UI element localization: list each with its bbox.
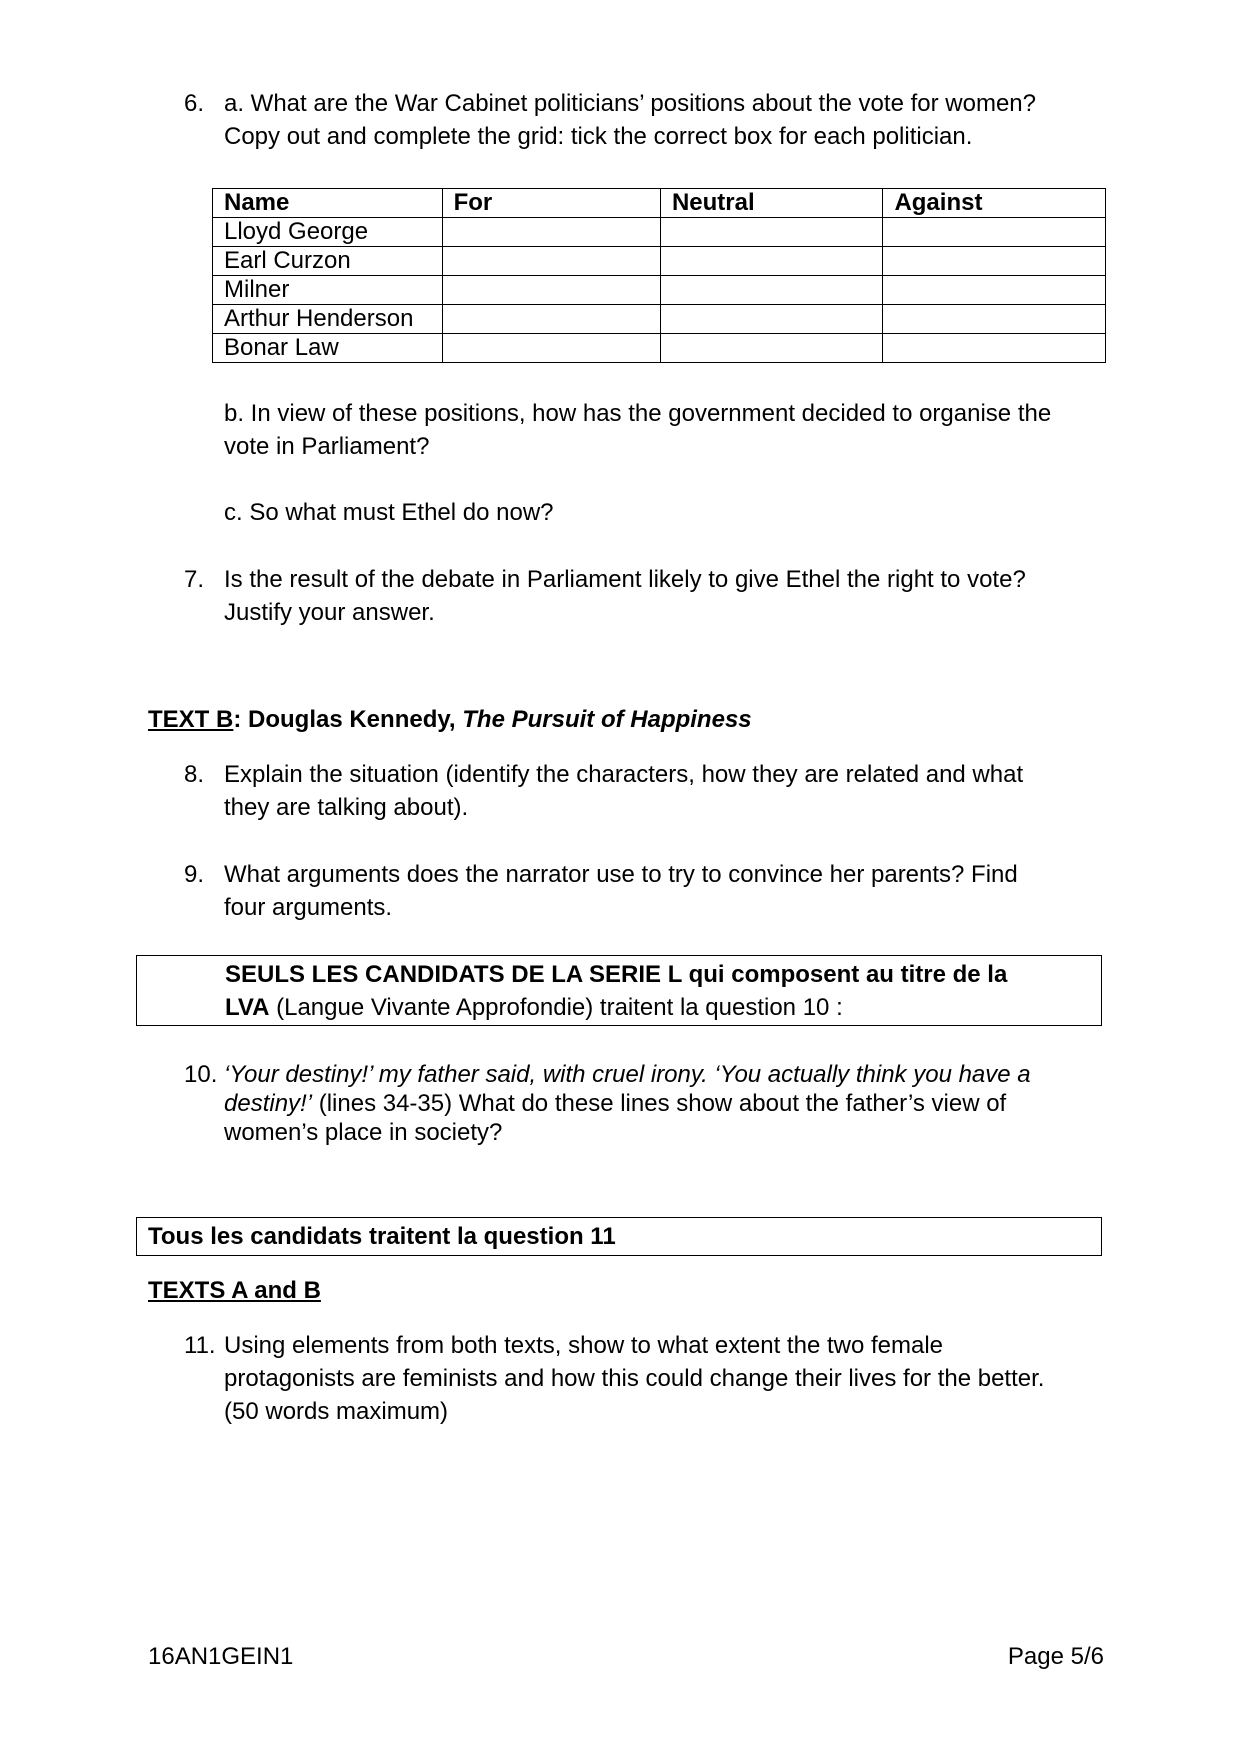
grid-cell [660, 218, 883, 247]
grid-cell [442, 218, 660, 247]
question-text: Justify your answer. [224, 599, 435, 626]
grid-cell [442, 305, 660, 334]
question-text: four arguments. [224, 894, 393, 921]
politician-name: Lloyd George [213, 218, 443, 247]
grid-cell [660, 305, 883, 334]
text-b-heading [148, 703, 752, 736]
lva-notice-box [136, 955, 1102, 1026]
texts-ab-heading: TEXTS A and B [148, 1277, 321, 1304]
politician-name: Milner [213, 276, 443, 305]
grid-cell [883, 276, 1106, 305]
question-text: (50 words maximum) [224, 1398, 449, 1425]
quote-text: destiny!’ [224, 1090, 313, 1117]
question-number: 10. [184, 1061, 218, 1088]
question-text: What arguments does the narrator use to try to convince her parents? Find [224, 861, 1018, 888]
question-7 [184, 563, 1104, 629]
question-text: vote in Parliament? [224, 433, 430, 460]
table-row [213, 247, 1106, 276]
grid-cell [883, 305, 1106, 334]
grid-header-for: For [442, 189, 660, 218]
document-code: 16AN1GEIN1 [148, 1643, 294, 1670]
all-candidates-notice: Tous les candidats traitent la question 11 [148, 1223, 616, 1250]
grid-header-row [213, 189, 1106, 218]
politician-name: Bonar Law [213, 334, 443, 363]
question-text: b. In view of these positions, how has the government decided to organise the [224, 400, 1052, 427]
question-9 [184, 858, 1104, 924]
question-text: a. What are the War Cabinet politicians’ positions about the vote for women? [224, 90, 1036, 117]
question-10 [184, 1060, 1104, 1147]
question-6c [224, 496, 1104, 529]
question-11 [184, 1329, 1104, 1428]
all-candidates-box [136, 1217, 1102, 1256]
grid-cell [660, 334, 883, 363]
table-row [213, 218, 1106, 247]
politician-name: Arthur Henderson [213, 305, 443, 334]
question-text: protagonists are feminists and how this could change their lives for the better. [224, 1365, 1045, 1392]
question-number: 8. [184, 761, 205, 788]
question-number: 6. [184, 90, 205, 117]
question-text: c. So what must Ethel do now? [224, 499, 554, 526]
question-number: 9. [184, 861, 205, 888]
question-text: Is the result of the debate in Parliament likely to give Ethel the right to vote? [224, 566, 1026, 593]
grid-cell [442, 334, 660, 363]
grid-header-neutral: Neutral [660, 189, 883, 218]
grid-cell [883, 218, 1106, 247]
question-text: Using elements from both texts, show to what extent the two female [224, 1332, 944, 1359]
question-text: Explain the situation (identify the characters, how they are related and what [224, 761, 1024, 788]
grid-cell [442, 247, 660, 276]
lva-label: LVA [225, 994, 270, 1021]
text-b-author: : Douglas Kennedy, [233, 706, 463, 733]
question-8 [184, 758, 1104, 824]
lva-notice-rest: (Langue Vivante Approfondie) traitent la question 10 : [269, 994, 843, 1021]
politician-name: Earl Curzon [213, 247, 443, 276]
table-row [213, 276, 1106, 305]
politicians-grid [212, 188, 1106, 363]
question-text: they are talking about). [224, 794, 469, 821]
grid-cell [660, 276, 883, 305]
grid-header-name: Name [213, 189, 443, 218]
question-6 [184, 87, 1104, 153]
grid-cell [660, 247, 883, 276]
table-row [213, 334, 1106, 363]
lva-notice-line1: SEULS LES CANDIDATS DE LA SERIE L qui composent au titre de la [225, 961, 1008, 988]
grid-header-against: Against [883, 189, 1106, 218]
question-text: (lines 34-35) What do these lines show about the father’s view of [312, 1090, 1007, 1117]
quote-text: ‘Your destiny!’ my father said, with cruel irony. ‘You actually think you have a [224, 1061, 1031, 1088]
question-text: women’s place in society? [224, 1119, 503, 1146]
grid-cell [883, 334, 1106, 363]
question-6b [224, 397, 1104, 463]
question-text: Copy out and complete the grid: tick the correct box for each politician. [224, 123, 973, 150]
table-row [213, 305, 1106, 334]
grid-cell [442, 276, 660, 305]
question-number: 11. [184, 1332, 216, 1359]
question-number: 7. [184, 566, 205, 593]
text-b-title: The Pursuit of Happiness [462, 706, 752, 733]
page-number: Page 5/6 [1007, 1643, 1104, 1670]
text-b-label: TEXT B [148, 706, 234, 733]
grid-cell [883, 247, 1106, 276]
